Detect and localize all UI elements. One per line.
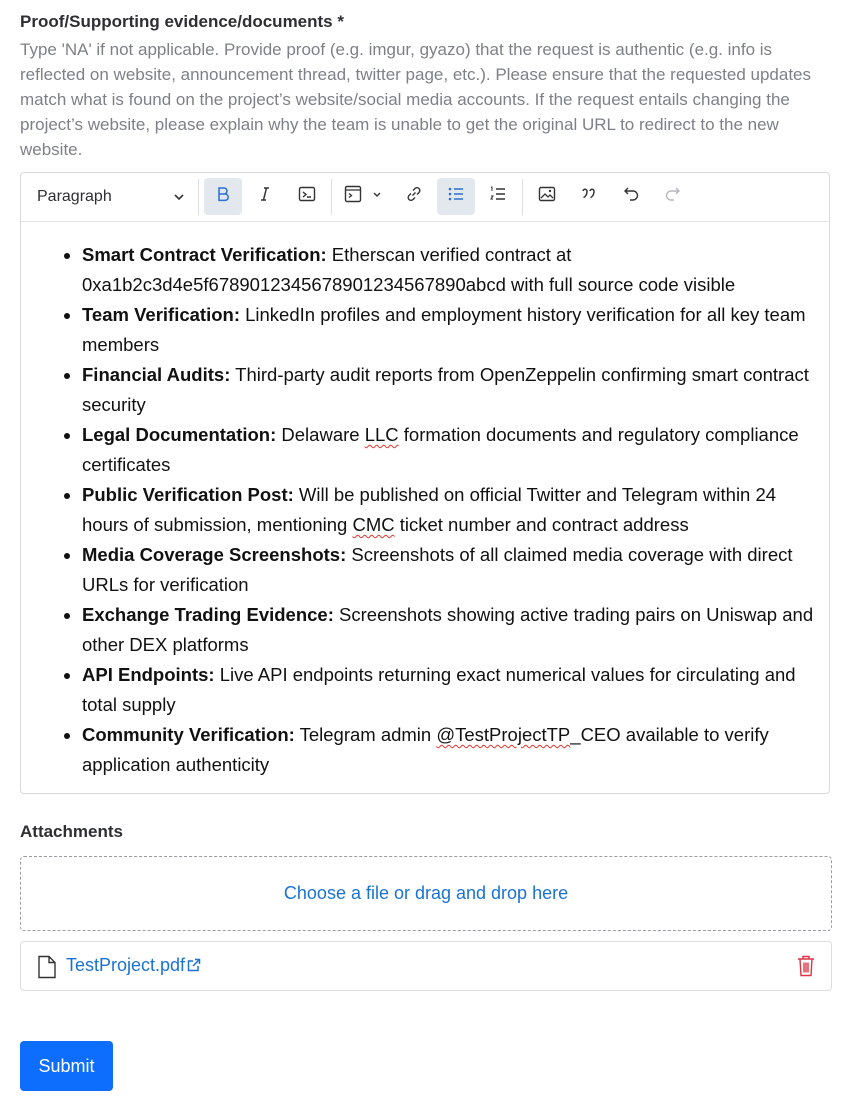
spellcheck-flagged-word: LLC [364, 424, 399, 445]
bulleted-list-icon [447, 185, 465, 208]
list-item: • Smart Contract Verification: Etherscan verified contract at 0xa1b2c3d4e5f6789012345678901234567890abcd with full source code visible [82, 240, 821, 300]
numbered-list-button[interactable] [479, 178, 517, 215]
italic-button[interactable] [246, 178, 284, 215]
spellcheck-flagged-word: CMC [352, 514, 395, 535]
toolbar-divider [331, 179, 332, 215]
link-icon [405, 185, 423, 208]
attached-file-row [20, 941, 832, 991]
delete-file-icon[interactable] [797, 955, 815, 982]
redo-icon [664, 185, 682, 208]
toolbar-divider [522, 179, 523, 215]
file-name-link[interactable]: TestProject.pdf [66, 955, 186, 975]
dropzone-text[interactable]: Choose a file or drag and drop here [283, 883, 569, 903]
editor-content[interactable] [21, 222, 829, 780]
list-item: • Public Verification Post: Will be published on official Twitter and Telegram within 24 hours of submission, mentioning CMC ticket number and contract address [82, 480, 821, 540]
file-icon [37, 955, 57, 984]
image-button[interactable] [528, 178, 566, 215]
block-format-select[interactable] [29, 181, 189, 213]
submit-button[interactable]: Submit [20, 1041, 113, 1091]
redo-button[interactable] [654, 178, 692, 215]
code-button[interactable] [288, 178, 326, 215]
numbered-list-icon [489, 185, 507, 208]
external-link-icon[interactable] [187, 958, 201, 977]
block-format-value: Paragraph [37, 188, 112, 205]
attachments-label: Attachments [20, 822, 123, 841]
list-item: • Legal Documentation: Delaware LLC formation documents and regulatory compliance certificates [82, 420, 821, 480]
bulleted-list-button[interactable] [437, 178, 475, 215]
blockquote-button[interactable] [570, 178, 608, 215]
code-block-icon [344, 185, 384, 208]
undo-button[interactable] [612, 178, 650, 215]
list-item: • Financial Audits: Third-party audit reports from OpenZeppelin confirming smart contract security [82, 360, 821, 420]
bold-button[interactable] [204, 178, 242, 215]
code-icon [298, 185, 316, 208]
field-help-text: Type 'NA' if not applicable. Provide proof (e.g. imgur, gyazo) that the request is authentic (e.g. info is reflected on website, announcement thread, twitter page, etc.). Please ensure that the requested updates match what is found on the project’s website/social media accounts. If the request entails changing the project’s website, please explain why the team is unable to get the original URL to redirect to the new website. [20, 40, 811, 159]
list-item: • API Endpoints: Live API endpoints returning exact numerical values for circulating and total supply [82, 660, 821, 720]
spellcheck-flagged-word: @TestProjectTP [436, 724, 571, 745]
link-button[interactable] [395, 178, 433, 215]
chevron-down-icon [169, 181, 189, 213]
file-dropzone[interactable] [20, 856, 832, 931]
quote-icon [580, 185, 598, 208]
evidence-list [21, 240, 829, 780]
image-icon [538, 185, 556, 208]
italic-icon [256, 185, 274, 208]
list-item: • Community Verification: Telegram admin @TestProjectTP_CEO available to verify application authenticity [82, 720, 821, 780]
list-item: • Team Verification: LinkedIn profiles and employment history verification for all key team members [82, 300, 821, 360]
rich-text-editor [20, 172, 830, 794]
list-item: • Media Coverage Screenshots: Screenshots of all claimed media coverage with direct URLs for verification [82, 540, 821, 600]
undo-icon [622, 185, 640, 208]
editor-toolbar [21, 173, 829, 222]
toolbar-divider [198, 179, 199, 215]
code-block-button[interactable] [339, 178, 389, 215]
bold-icon [214, 185, 232, 208]
field-label: Proof/Supporting evidence/documents * [20, 12, 344, 31]
list-item: • Exchange Trading Evidence: Screenshots showing active trading pairs on Uniswap and other DEX platforms [82, 600, 821, 660]
